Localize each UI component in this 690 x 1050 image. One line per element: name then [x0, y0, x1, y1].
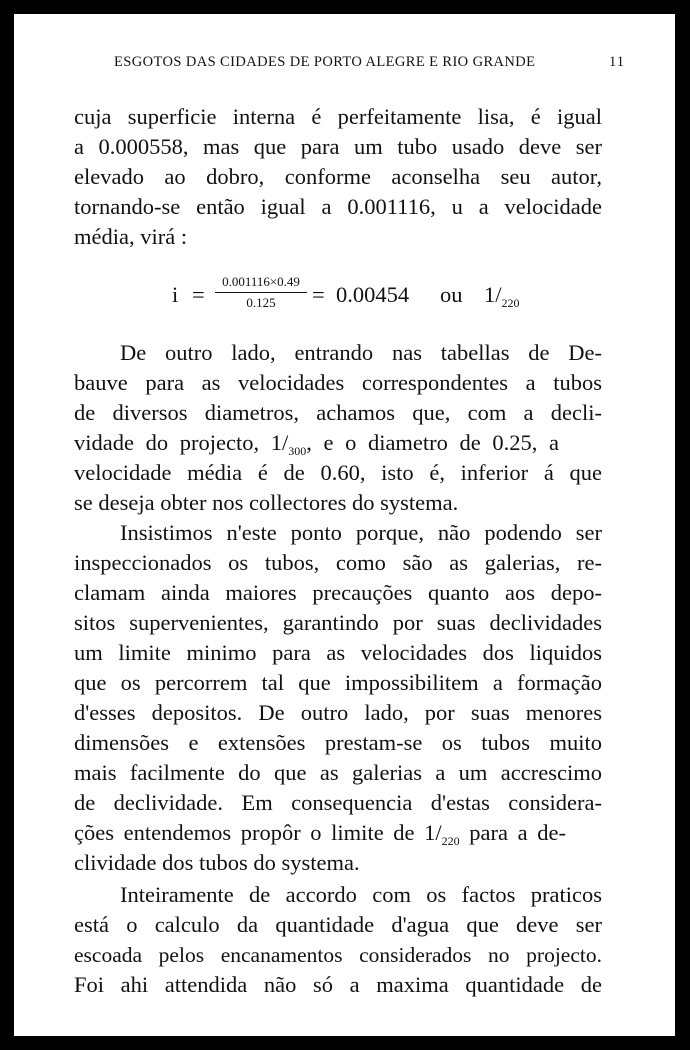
- formula-ou: ou: [440, 282, 463, 307]
- text-line: Foi ahi attendida não só a maxima quantidade de: [74, 972, 602, 997]
- text-line: d'esses depositos. De outro lado, por suas menores: [74, 700, 602, 725]
- text-line: clividade dos tubos do systema.: [74, 850, 360, 875]
- formula-equals: =: [192, 282, 205, 307]
- text-fragment: vidade do projecto, 1/: [74, 430, 289, 455]
- text-line: bauve para as velocidades correspondentes a tubos: [74, 370, 602, 395]
- formula-equals-2: =: [312, 282, 325, 307]
- text-line: cuja superficie interna é perfeitamente lisa, é igual: [74, 104, 602, 129]
- running-title: ESGOTOS DAS CIDADES DE PORTO ALEGRE E RIO GRANDE: [114, 54, 536, 70]
- formula: [14, 272, 675, 322]
- text-line: clamam ainda maiores precauções quanto aos depo-: [74, 580, 602, 605]
- fraction-denominator: 300: [288, 444, 307, 458]
- text-line: dimensões e extensões prestam-se os tubos muito: [74, 730, 602, 755]
- text-fragment: , e o diametro de 0.25, a: [306, 430, 560, 455]
- text-line: de diversos diametros, achamos que, com a decli-: [74, 400, 602, 425]
- text-line: média, virá :: [74, 224, 188, 249]
- text-line: sitos supervenientes, garantindo por suas declividades: [74, 610, 602, 635]
- formula-slope: [484, 282, 520, 311]
- text-line: escoada pelos encanamentos considerados no projecto.: [74, 943, 602, 967]
- formula-result: 0.00454: [336, 282, 410, 307]
- text-line: De outro lado, entrando nas tabellas de De-: [120, 340, 602, 365]
- text-fragment: ções entendemos propôr o limite de 1/: [74, 820, 442, 845]
- page-number: 11: [609, 54, 625, 70]
- fraction-denominator: 220: [441, 834, 460, 848]
- text-fragment: para a de-: [459, 820, 566, 845]
- text-line: que os percorrem tal que impossibilitem a formação: [74, 670, 602, 695]
- text-line: elevado ao dobro, conforme aconselha seu autor,: [74, 164, 602, 189]
- text-line: mais facilmente do que as galerias a um accrescimo: [74, 760, 602, 785]
- text-line: de declividade. Em consequencia d'estas considera-: [74, 790, 602, 815]
- text-line: um limite minimo para as velocidades dos liquidos: [74, 640, 602, 665]
- formula-numerator: 0.001116×0.49: [215, 274, 307, 293]
- text-line: a 0.000558, mas que para um tubo usado deve ser: [74, 134, 602, 159]
- text-line: inspeccionados os tubos, como são as galerias, re-: [74, 550, 602, 575]
- formula-denominator: 0.125: [246, 295, 276, 310]
- formula-lhs: i: [172, 282, 179, 307]
- text-line: Inteiramente de accordo com os factos praticos: [120, 882, 602, 907]
- text-line: se deseja obter nos collectores do systema.: [74, 490, 459, 515]
- text-line: Insistimos n'este ponto porque, não podendo ser: [120, 520, 602, 545]
- formula-slope-den: 220: [501, 296, 520, 310]
- text-line: tornando-se então igual a 0.001116, u a velocidade: [74, 194, 602, 219]
- formula-fraction: [215, 274, 307, 311]
- formula-slope-num: 1/: [484, 282, 502, 307]
- text-line: velocidade média é de 0.60, isto é, inferior á que: [74, 460, 602, 485]
- book-page: [14, 14, 675, 1036]
- text-line: está o calculo da quantidade d'agua que deve ser: [74, 912, 602, 937]
